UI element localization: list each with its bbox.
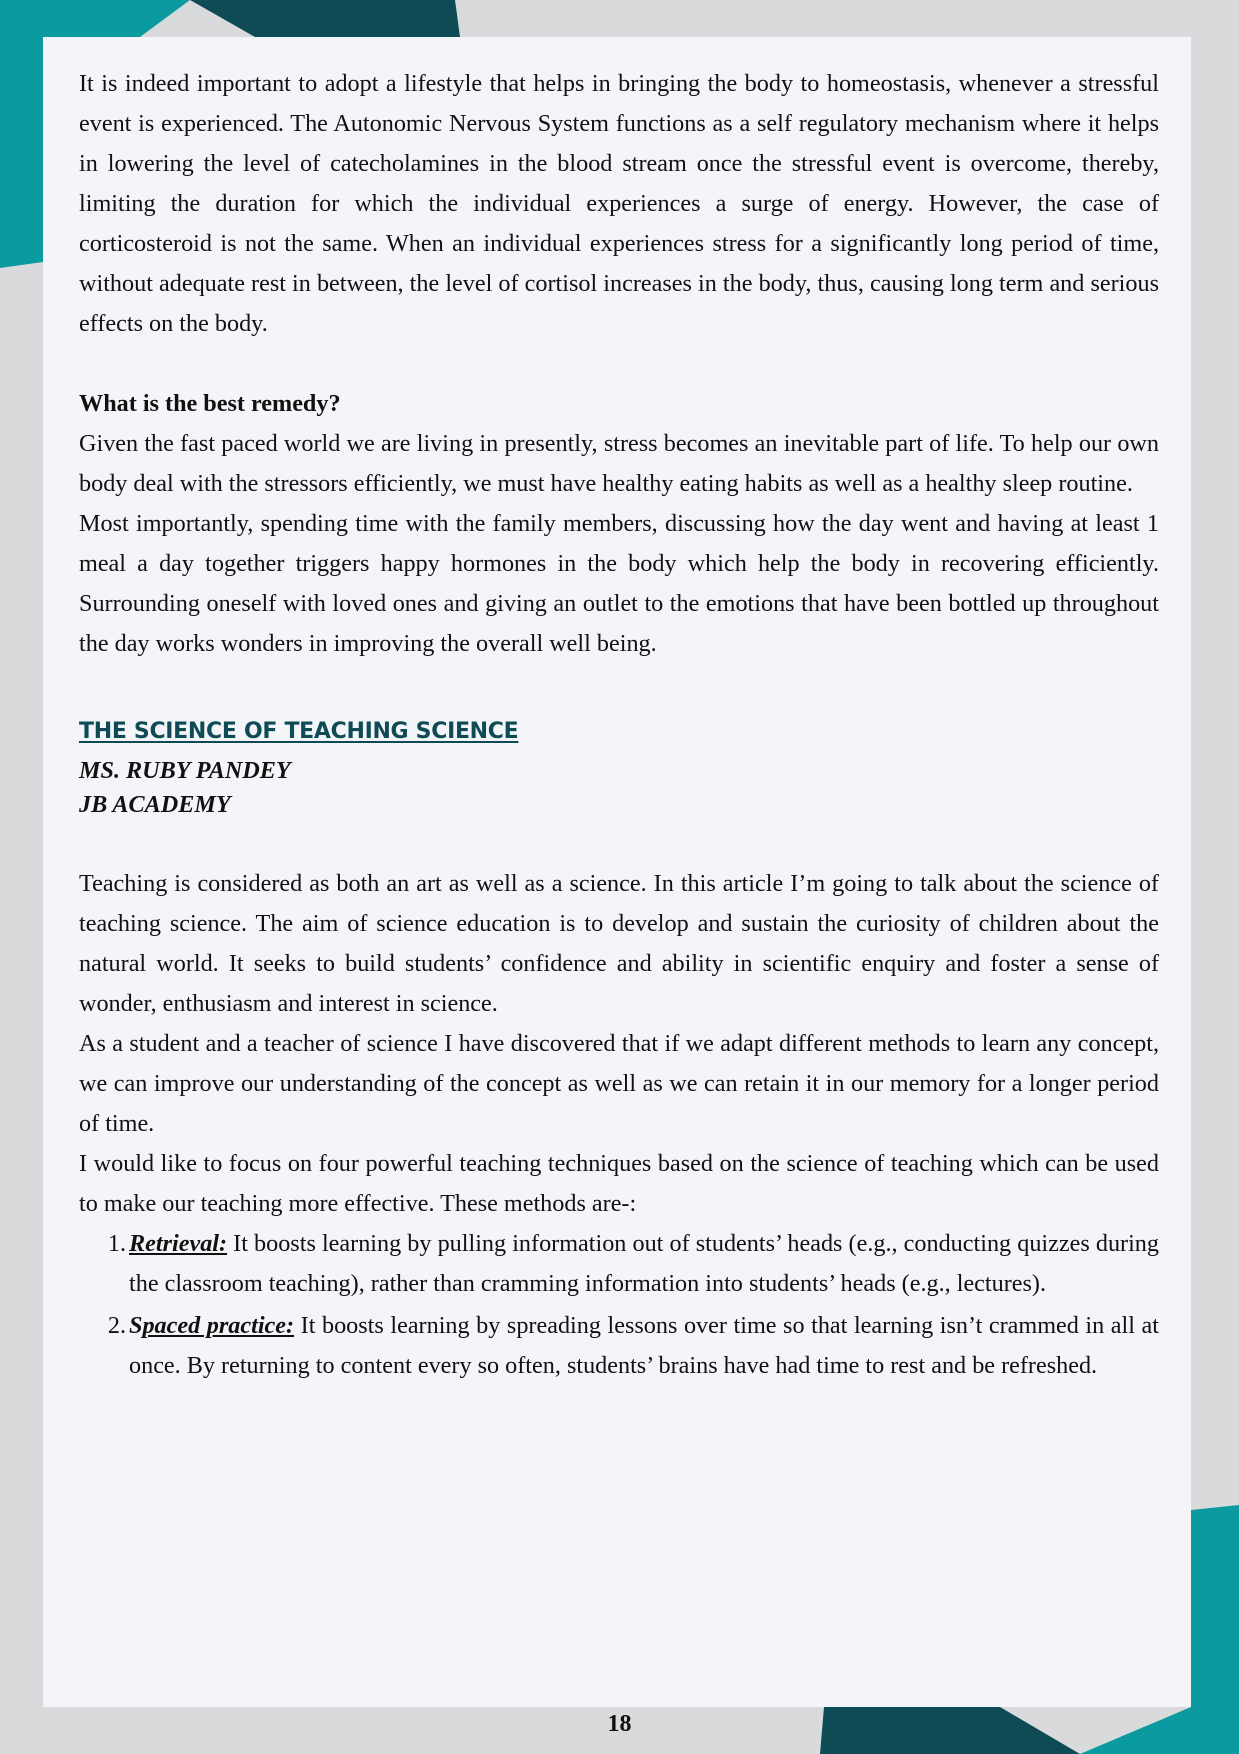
remedy-paragraph: Given the fast paced world we are living in presently, stress becomes an inevitable part of life. To help our own body deal with the stressors efficiently, we must have healthy eating habits as well as a healthy sleep routine. bbox=[79, 430, 1159, 497]
method-text: It boosts learning by pulling information out of students’ heads (e.g., conducting quizzes during the classroom teaching), rather than cramming information into students’ heads (e.g., lectures). bbox=[129, 1230, 1159, 1297]
intro-paragraph: It is indeed important to adopt a lifestyle that helps in bringing the body to homeostasis, whenever a stressful event is experienced. The Autonomic Nervous System functions as a self regulatory mechanism where it helps in lowering the level of catecholamines in the blood stream once the stressful event is overcome, thereby, limiting the duration for which the individual experiences a surge of energy. However, the case of corticosteroid is not the same. When an individual experiences stress for a significantly long period of time, without adequate rest in between, the level of cortisol increases in the body, thus, causing long term and serious effects on the body. bbox=[79, 70, 1159, 337]
article-paragraph: Teaching is considered as both an art as well as a science. In this article I’m going to talk about the science of teaching science. The aim of science education is to develop and sustain the curiosity of children about the natural world. It seeks to build students’ confidence and ability in scientific enquiry and foster a sense of wonder, enthusiasm and interest in science. bbox=[79, 870, 1159, 1017]
method-term-prefix: S bbox=[129, 1312, 143, 1339]
list-number: 1. bbox=[107, 1230, 126, 1257]
article-paragraph: As a student and a teacher of science I have discovered that if we adapt different methods to learn any concept, we can improve our understanding of the concept as well as we can retain it in our memory for a longer period of time. bbox=[79, 1030, 1159, 1137]
list-item-body bbox=[129, 1224, 1159, 1304]
article-paragraph: I would like to focus on four powerful teaching techniques based on the science of teaching which can be used to make our teaching more effective. These methods are-: bbox=[79, 1150, 1159, 1217]
list-item bbox=[79, 1306, 1159, 1386]
list-item-body bbox=[129, 1306, 1159, 1386]
article-school: JB ACADEMY bbox=[79, 791, 231, 818]
methods-list bbox=[79, 1224, 1159, 1386]
method-text: It boosts learning by spreading lessons over time so that learning isn’t crammed in all at once. By returning to content every so often, students’ brains have had time to rest and be refreshed. bbox=[129, 1312, 1159, 1379]
list-number: 2. bbox=[107, 1312, 126, 1339]
list-item bbox=[79, 1224, 1159, 1304]
remedy-heading: What is the best remedy? bbox=[79, 390, 341, 417]
page-number: 18 bbox=[607, 1711, 632, 1737]
method-term: Retrieval: bbox=[129, 1230, 228, 1257]
article-author: MS. RUBY PANDEY bbox=[79, 757, 291, 784]
page-content bbox=[79, 64, 1159, 1386]
method-term: paced practice: bbox=[142, 1312, 295, 1339]
article-title: THE SCIENCE OF TEACHING SCIENCE bbox=[79, 719, 519, 744]
remedy-paragraph: Most importantly, spending time with the family members, discussing how the day went and having at least 1 meal a day together triggers happy hormones in the body which help the body in recovering efficiently. Surrounding oneself with loved ones and giving an outlet to the emotions that have been bottled up throughout the day works wonders in improving the overall well being. bbox=[79, 510, 1159, 657]
